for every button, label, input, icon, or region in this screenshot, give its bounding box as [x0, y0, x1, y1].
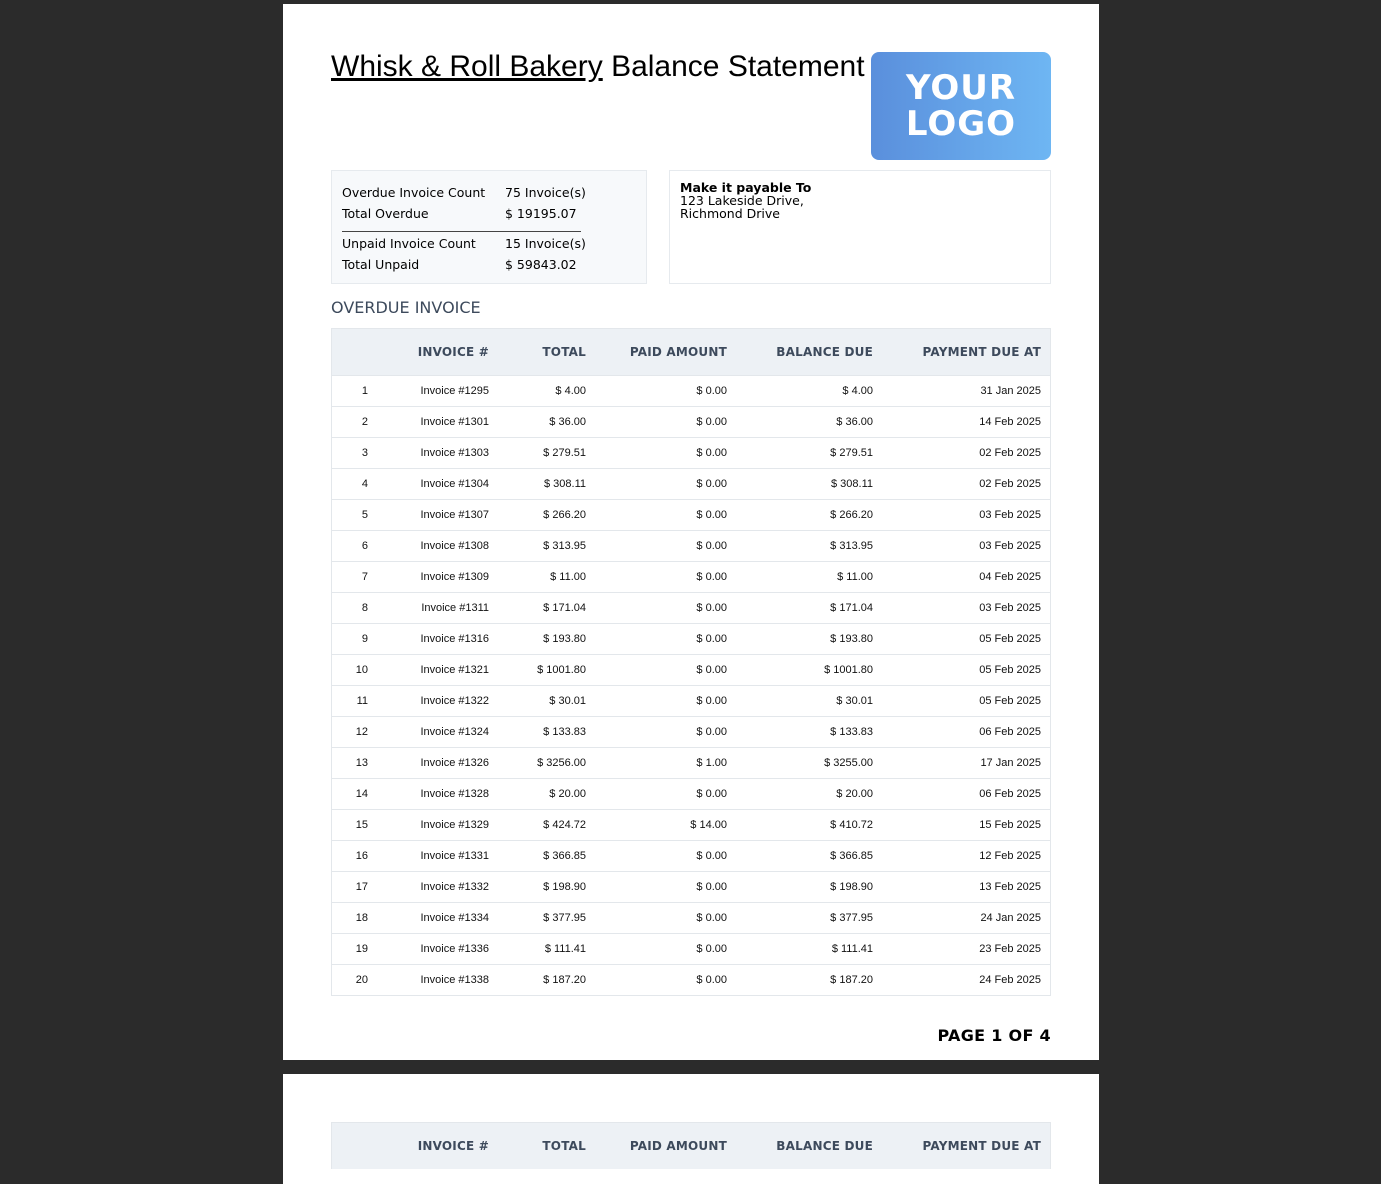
paid-amount: $ 14.00	[690, 819, 727, 831]
table-row	[332, 437, 1050, 468]
paid-amount: $ 1.00	[696, 757, 727, 769]
table-row	[332, 685, 1050, 716]
payable-title: Make it payable To	[680, 180, 812, 195]
row-index: 11	[356, 695, 368, 707]
payment-due-date: 03 Feb 2025	[979, 602, 1041, 614]
table-row	[332, 406, 1050, 437]
balance-due: $ 193.80	[830, 633, 873, 645]
row-index: 1	[361, 385, 368, 397]
paid-amount: $ 0.00	[696, 974, 727, 986]
paid-amount: $ 0.00	[696, 664, 727, 676]
balance-due: $ 377.95	[830, 912, 873, 924]
col-header-total: TOTAL	[542, 345, 586, 359]
paid-amount: $ 0.00	[696, 788, 727, 800]
total-unpaid-value: $ 59843.02	[505, 257, 577, 272]
payment-due-date: 05 Feb 2025	[979, 695, 1041, 707]
statement-page-2	[283, 1074, 1099, 1184]
row-index: 2	[361, 416, 368, 428]
balance-due: $ 198.90	[830, 881, 873, 893]
payment-due-date: 05 Feb 2025	[979, 633, 1041, 645]
total-overdue-label: Total Overdue	[342, 206, 429, 221]
payment-due-date: 05 Feb 2025	[979, 664, 1041, 676]
paid-amount: $ 0.00	[696, 571, 727, 583]
invoice-total: $ 377.95	[543, 912, 586, 924]
invoice-number: Invoice #1332	[420, 881, 489, 893]
invoice-number: Invoice #1309	[420, 571, 489, 583]
invoice-total: $ 171.04	[543, 602, 586, 614]
invoice-total: $ 266.20	[543, 509, 586, 521]
row-index: 8	[361, 602, 368, 614]
balance-due: $ 111.41	[831, 943, 873, 955]
paid-amount: $ 0.00	[696, 850, 727, 862]
col-header-invoice: INVOICE #	[417, 345, 489, 359]
page-number: PAGE 1 OF 4	[937, 1026, 1051, 1045]
col-header-paid-amount: PAID AMOUNT	[629, 1139, 727, 1153]
payment-due-date: 14 Feb 2025	[979, 416, 1041, 428]
balance-due: $ 133.83	[830, 726, 873, 738]
statement-title	[331, 50, 865, 84]
balance-due: $ 308.11	[830, 478, 873, 490]
payment-due-date: 24 Jan 2025	[980, 912, 1041, 924]
row-index: 5	[361, 509, 368, 521]
table-row	[332, 623, 1050, 654]
overdue-section-title: OVERDUE INVOICE	[331, 298, 481, 317]
invoice-total: $ 279.51	[543, 447, 586, 459]
paid-amount: $ 0.00	[696, 881, 727, 893]
balance-due: $ 36.00	[836, 416, 873, 428]
table-row	[332, 468, 1050, 499]
payment-due-date: 02 Feb 2025	[979, 478, 1041, 490]
invoice-total: $ 111.41	[544, 943, 586, 955]
row-index: 4	[361, 478, 368, 490]
invoice-number: Invoice #1326	[420, 757, 489, 769]
payable-address-line-2: Richmond Drive	[680, 206, 780, 221]
paid-amount: $ 0.00	[696, 912, 727, 924]
paid-amount: $ 0.00	[696, 726, 727, 738]
balance-due: $ 20.00	[836, 788, 873, 800]
col-header-payment-due-at: PAYMENT DUE AT	[922, 345, 1041, 359]
invoice-total: $ 193.80	[543, 633, 586, 645]
table-row	[332, 499, 1050, 530]
paid-amount: $ 0.00	[696, 385, 727, 397]
col-header-paid-amount: PAID AMOUNT	[629, 345, 727, 359]
row-index: 14	[355, 788, 368, 800]
balance-due: $ 410.72	[830, 819, 873, 831]
row-index: 3	[361, 447, 368, 459]
row-index: 19	[355, 943, 368, 955]
invoice-number: Invoice #1321	[420, 664, 489, 676]
row-index: 18	[355, 912, 368, 924]
table-row	[332, 809, 1050, 840]
table-row	[332, 561, 1050, 592]
col-header-balance-due: BALANCE DUE	[776, 345, 873, 359]
paid-amount: $ 0.00	[696, 416, 727, 428]
col-header-payment-due-at: PAYMENT DUE AT	[922, 1139, 1041, 1153]
invoice-total: $ 4.00	[555, 385, 586, 397]
payment-due-date: 02 Feb 2025	[979, 447, 1041, 459]
company-name-link[interactable]: Whisk & Roll Bakery	[331, 50, 603, 83]
payable-address-line-1: 123 Lakeside Drive,	[680, 193, 804, 208]
statement-page-1	[283, 4, 1099, 1060]
table-row	[332, 592, 1050, 623]
col-header-index	[332, 329, 368, 375]
balance-due: $ 1001.80	[824, 664, 873, 676]
payment-due-date: 03 Feb 2025	[979, 540, 1041, 552]
row-index: 9	[361, 633, 368, 645]
invoice-total: $ 30.01	[549, 695, 586, 707]
title-suffix: Balance Statement	[602, 50, 865, 83]
payment-due-date: 12 Feb 2025	[979, 850, 1041, 862]
table-row	[332, 747, 1050, 778]
balance-summary-box	[331, 170, 647, 284]
invoice-number: Invoice #1322	[420, 695, 489, 707]
table-row	[332, 871, 1050, 902]
overdue-invoice-table-continued	[331, 1122, 1051, 1169]
invoice-total: $ 133.83	[543, 726, 586, 738]
col-header-index	[332, 1123, 368, 1169]
paid-amount: $ 0.00	[696, 943, 727, 955]
invoice-number: Invoice #1316	[420, 633, 489, 645]
invoice-number: Invoice #1311	[421, 602, 489, 614]
table-row	[332, 778, 1050, 809]
payable-to-box	[669, 170, 1051, 284]
paid-amount: $ 0.00	[696, 447, 727, 459]
row-index: 13	[355, 757, 368, 769]
paid-amount: $ 0.00	[696, 602, 727, 614]
invoice-total: $ 313.95	[543, 540, 586, 552]
total-overdue-value: $ 19195.07	[505, 206, 577, 221]
invoice-total: $ 366.85	[543, 850, 586, 862]
invoice-number: Invoice #1308	[420, 540, 489, 552]
unpaid-count-value: 15 Invoice(s)	[505, 236, 586, 251]
table-header	[332, 1123, 1050, 1169]
payment-due-date: 13 Feb 2025	[979, 881, 1041, 893]
table-row	[332, 716, 1050, 747]
invoice-total: $ 198.90	[543, 881, 586, 893]
row-index: 12	[355, 726, 368, 738]
invoice-total: $ 424.72	[543, 819, 586, 831]
balance-due: $ 171.04	[830, 602, 873, 614]
paid-amount: $ 0.00	[696, 695, 727, 707]
payment-due-date: 15 Feb 2025	[979, 819, 1041, 831]
payment-due-date: 24 Feb 2025	[979, 974, 1041, 986]
table-row	[332, 375, 1050, 406]
paid-amount: $ 0.00	[696, 633, 727, 645]
table-row	[332, 654, 1050, 685]
invoice-total: $ 11.00	[550, 571, 586, 583]
overdue-count-value: 75 Invoice(s)	[505, 185, 586, 200]
table-header	[332, 329, 1050, 375]
row-index: 6	[361, 540, 368, 552]
balance-due: $ 279.51	[830, 447, 873, 459]
paid-amount: $ 0.00	[696, 478, 727, 490]
payment-due-date: 17 Jan 2025	[980, 757, 1041, 769]
table-row	[332, 530, 1050, 561]
invoice-number: Invoice #1304	[420, 478, 489, 490]
table-row	[332, 964, 1050, 995]
row-index: 10	[355, 664, 368, 676]
invoice-number: Invoice #1303	[420, 447, 489, 459]
invoice-number: Invoice #1331	[420, 850, 489, 862]
row-index: 20	[355, 974, 368, 986]
invoice-number: Invoice #1329	[420, 819, 489, 831]
company-logo	[871, 52, 1051, 160]
col-header-invoice: INVOICE #	[417, 1139, 489, 1153]
balance-due: $ 366.85	[830, 850, 873, 862]
invoice-total: $ 1001.80	[537, 664, 586, 676]
invoice-total: $ 3256.00	[537, 757, 586, 769]
payment-due-date: 23 Feb 2025	[979, 943, 1041, 955]
balance-due: $ 11.00	[837, 571, 873, 583]
payment-due-date: 04 Feb 2025	[979, 571, 1041, 583]
invoice-number: Invoice #1336	[420, 943, 489, 955]
invoice-total: $ 187.20	[543, 974, 586, 986]
row-index: 17	[355, 881, 368, 893]
row-index: 15	[355, 819, 368, 831]
invoice-number: Invoice #1295	[420, 385, 489, 397]
invoice-number: Invoice #1334	[420, 912, 489, 924]
col-header-total: TOTAL	[542, 1139, 586, 1153]
logo-text: YOUR LOGO	[905, 68, 1017, 144]
table-row	[332, 902, 1050, 933]
invoice-number: Invoice #1324	[420, 726, 489, 738]
overdue-count-label: Overdue Invoice Count	[342, 185, 486, 200]
overdue-invoice-table	[331, 328, 1051, 996]
invoice-total: $ 308.11	[543, 478, 586, 490]
payment-due-date: 03 Feb 2025	[979, 509, 1041, 521]
invoice-number: Invoice #1307	[420, 509, 489, 521]
paid-amount: $ 0.00	[696, 540, 727, 552]
table-body	[332, 375, 1050, 995]
summary-divider	[342, 231, 581, 232]
balance-due: $ 313.95	[830, 540, 873, 552]
payment-due-date: 31 Jan 2025	[980, 385, 1041, 397]
balance-due: $ 266.20	[830, 509, 873, 521]
invoice-number: Invoice #1301	[420, 416, 489, 428]
row-index: 16	[355, 850, 368, 862]
col-header-balance-due: BALANCE DUE	[776, 1139, 873, 1153]
table-row	[332, 933, 1050, 964]
invoice-number: Invoice #1338	[420, 974, 489, 986]
balance-due: $ 187.20	[830, 974, 873, 986]
balance-due: $ 30.01	[836, 695, 873, 707]
balance-due: $ 3255.00	[824, 757, 873, 769]
table-row	[332, 840, 1050, 871]
total-unpaid-label: Total Unpaid	[342, 257, 420, 272]
row-index: 7	[361, 571, 368, 583]
payment-due-date: 06 Feb 2025	[979, 726, 1041, 738]
unpaid-count-label: Unpaid Invoice Count	[342, 236, 476, 251]
paid-amount: $ 0.00	[696, 509, 727, 521]
balance-due: $ 4.00	[842, 385, 873, 397]
invoice-total: $ 20.00	[549, 788, 586, 800]
payment-due-date: 06 Feb 2025	[979, 788, 1041, 800]
invoice-total: $ 36.00	[549, 416, 586, 428]
invoice-number: Invoice #1328	[420, 788, 489, 800]
